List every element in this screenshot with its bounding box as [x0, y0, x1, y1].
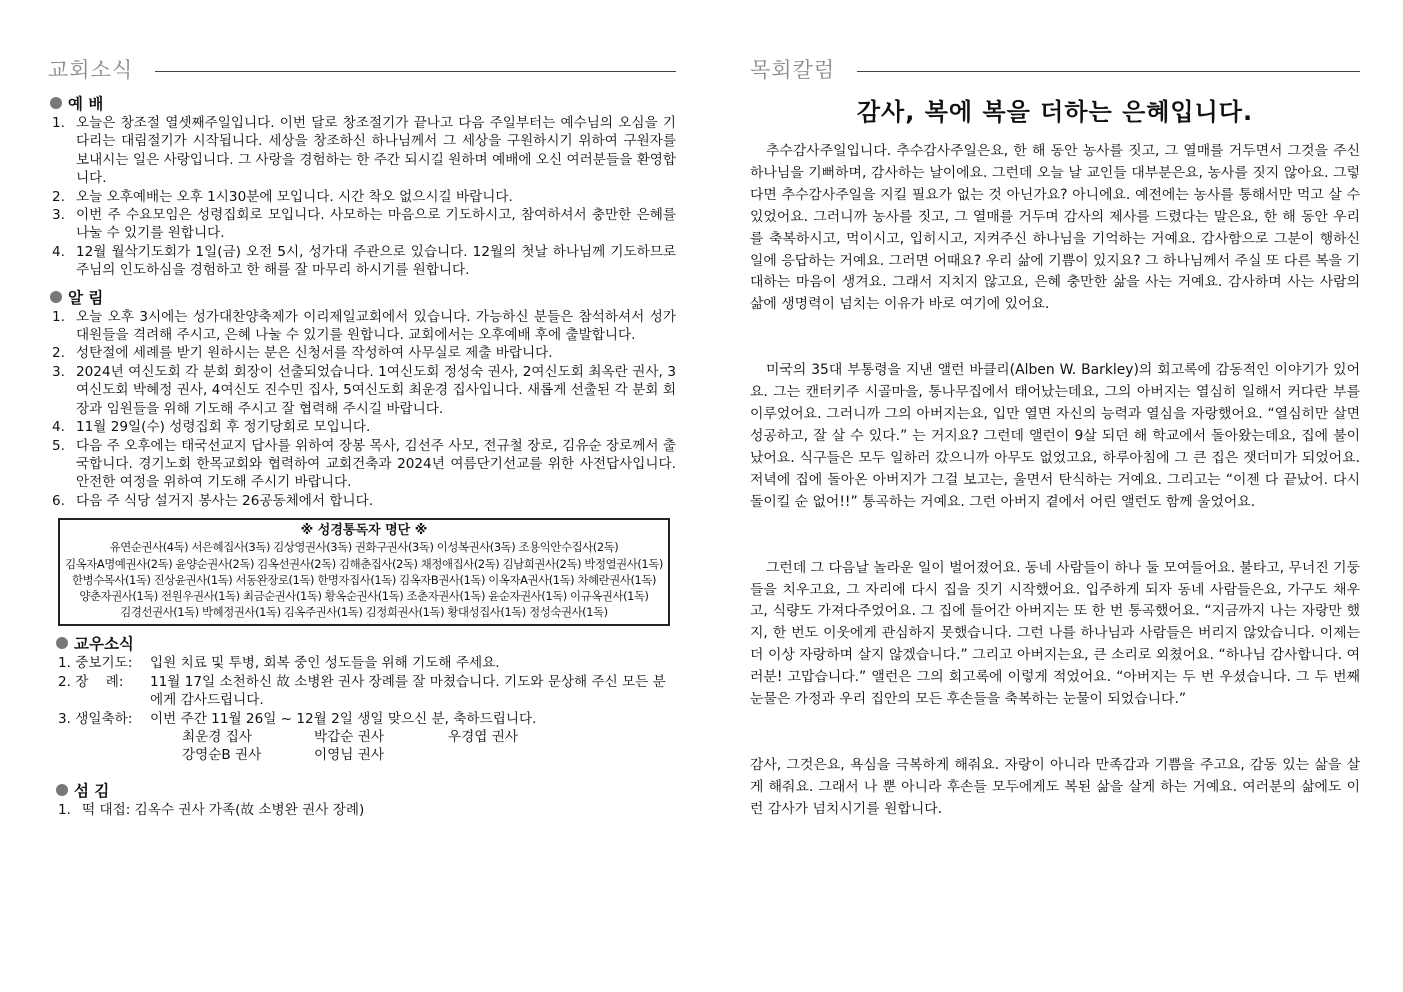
list-item: [48, 492, 676, 510]
item-text: 11월 29일(수) 성령집회 후 정기당회로 모입니다.: [76, 419, 371, 436]
church-news-column: [48, 52, 676, 819]
header-rule: [857, 71, 1360, 72]
birthday-name: 우경엽 권사: [448, 728, 518, 745]
item-text: 다음 주 오후에는 태국선교지 답사를 위하여 장봉 목사, 김선주 사모, 전규철 장로, 김유순 장로께서 출국합니다. 경기노회 한목교회와 협력하여 교회건축과 2024년 여름단기선교를 위한 사전답사입니다. 안전한 여정을 위하여 기도해 주시기 바랍니다.: [76, 437, 676, 491]
list-item: [48, 344, 676, 362]
worship-title: 예 배: [68, 95, 104, 113]
members-list: [54, 654, 676, 764]
item-number: 1.: [58, 801, 71, 818]
item-text: 다음 주 식당 설거지 봉사는 26공동체에서 합니다.: [76, 492, 374, 509]
bullet-dot-icon: [50, 291, 62, 303]
list-item: [48, 363, 676, 418]
notice-heading: [48, 286, 676, 308]
row-key: 2. 장 례:: [58, 673, 124, 690]
members-heading: [54, 632, 676, 654]
item-number: 5.: [52, 437, 65, 454]
members-title: 교우소식: [74, 635, 134, 654]
member-row: [54, 673, 676, 710]
readers-line: 양춘자권사(1독) 전원우권사(1독) 최금순권사(1독) 황옥순권사(1독) 조춘자권사(1독) 윤순자권사(1독) 이규옥권사(1독): [79, 588, 649, 603]
bullet-dot-icon: [56, 784, 68, 796]
readers-line: 김경선권사(1독) 박혜정권사(1독) 김옥주권사(1독) 김정희권사(1독) 황대성집사(1독) 정성숙권사(1독): [120, 605, 608, 620]
bullet-dot-icon: [50, 97, 62, 109]
item-number: 3.: [52, 363, 65, 380]
row-key: 1. 중보기도:: [58, 655, 133, 672]
item-number: 4.: [52, 419, 65, 436]
item-text: 오늘 오후 3시에는 성가대찬양축제가 이리제일교회에서 있습니다. 가능하신 분들은 참석하셔서 성가대원들을 격려해 주시고, 은혜 나눌 수 있기를 원합니다. 교회에서는 오후예배 후에 출발합니다.: [76, 308, 676, 344]
item-number: 1.: [52, 115, 65, 131]
column-headline: 감사, 복에 복을 더하는 은혜입니다.: [856, 98, 1254, 126]
item-text: 12월 월삭기도회가 1일(금) 오전 5시, 성가대 주관으로 있습니다. 12월의 첫날 하나님께 기도하므로 주님의 인도하심을 경험하고 한 해를 잘 마무리 하시기를 원합니다.: [76, 243, 676, 279]
item-text: 떡 대접: 김옥수 권사 가족(故 소병완 권사 장례): [82, 801, 365, 818]
column-paragraph: 추수감사주일입니다. 추수감사주일은요, 한 해 동안 농사를 짓고, 그 열매를 거두면서 그것을 주신 하나님을 기뻐하며, 감사하는 날이에요. 그런데 오늘 날 교인들 대부분은요, 농사를 짓지 않아요. 그렇다면 추수감사주일을 지킬 필요가 없는 것 아닌가요? 아니에요. 예전에는 농사를 통해서만 먹고 살 수 있었어요. 그러니까 농사를 짓고, 그 열매를 거두며 감사의 제사를 드렸다는 말은요, 한 해 동안 우리를 축복하시고, 먹이시고, 입히시고, 지켜주신 하나님을 기억하는 거예요. 감사함으로 그분이 행하신 일에 응답하는 거예요. 그러면 어때요? 우리 삶에 기쁨이 있지요? 그 하나님께서 주실 또 다른 복을 기대하는 마음이 생겨요. 그래서 지치지 않고요, 은혜 충만한 삶을 사는 거예요. 감사하며 사는 사람의 삶에 생명력이 넘치는 이유가 바로 여기에 있어요.: [750, 143, 1360, 313]
item-number: 1.: [52, 308, 65, 325]
bullet-dot-icon: [56, 637, 68, 649]
item-text: 오늘은 창조절 열셋째주일입니다. 이번 달로 창조절기가 끝나고 다음 주일부터는 예수님의 오심을 기다리는 대림절기가 시작됩니다. 세상을 창조하신 하나님께서 그 세상을 구원하시기 위하여 구원자를 보내시는 일은 사랑입니다. 그 사랑을 경험하는 한 주간 되시길 원하며 예배에 오신 여러분들을 환영합니다.: [76, 115, 676, 187]
service-heading: [54, 779, 676, 801]
readers-line: 유연순권사(4독) 서은혜집사(3독) 김상영권사(3독) 권화구권사(3독) 이성복권사(3독) 조용익안수집사(2독): [109, 540, 619, 555]
column-paragraph: 그런데 그 다음날 놀라운 일이 벌어졌어요. 동네 사람들이 하나 둘 모여들어요. 불타고, 무너진 기둥들을 치우고요, 그 자리에 다시 집을 짓기 시작했어요. 입주하게 되자 동네 사람들은요, 가구도 채우고, 식량도 가져다주었어요. 그 집에 들어간 아버지는 또 한 번 통곡했어요. “지금까지 나는 자랑만 했지, 한 번도 이웃에게 관심하지 못했습니다. 그런 나를 하나님과 사람들은 버리지 않았습니다. 이제는 더 이상 자랑하며 살지 않겠습니다.” 그리고 아버지는요, 큰 소리로 외쳤어요. “하나님 감사합니다. 여러분! 고맙습니다.” 앨런은 그의 회고록에 이렇게 적었어요. “아버지는 두 번 우셨습니다. 그 두 번째 눈물은 가정과 우리 집안의 모든 후손들을 축복하는 눈물이 되었습니다.”: [750, 559, 1360, 708]
list-item: [48, 308, 676, 345]
worship-heading: [48, 92, 676, 114]
item-number: 6.: [52, 492, 65, 509]
paragraph-gap: [750, 711, 1360, 755]
readers-line: 김옥자A명예권사(2독) 윤양순권사(2독) 김옥선권사(2독) 김해춘집사(2독) 채정애집사(2독) 김남희권사(2독) 박정열권사(1독): [65, 556, 663, 571]
list-item: [48, 114, 676, 188]
church-news-title: 교회소식: [48, 58, 134, 82]
list-item: [48, 188, 676, 206]
item-text: 오늘 오후예배는 오후 1시30분에 모입니다. 시간 착오 없으시길 바랍니다.: [76, 188, 513, 205]
bible-readers-box: [58, 518, 670, 626]
pastor-column-header: [750, 52, 1360, 86]
notice-list: [48, 308, 676, 510]
column-paragraph: 미국의 35대 부통령을 지낸 앨런 바클리(Alben W. Barkley)의 회고록에 감동적인 이야기가 있어요. 그는 캔터키주 시골마을, 통나무집에서 태어났는데요, 그의 아버지는 열심히 일해서 커다란 부를 이루었어요. 그러니까 그의 아버지는요, 입만 열면 자신의 능력과 열심을 자랑했어요. “열심히만 살면 성공하고, 잘 살 수 있다.” 는 거지요? 그런데 앨런이 9살 되던 해 학교에서 돌아왔는데요, 집에 불이 났어요. 식구들은 모두 일하러 갔으니까 아무도 없었고요, 하루아침에 그 큰 집은 잿더미가 되었어요. 저녁에 집에 돌아온 아버지가 그걸 보고는, 울면서 탄식하는 거예요. 그리고는 “이젠 다 끝났어. 다시 돌이킬 순 없어!!” 통곡하는 거예요. 그런 아버지 곁에서 어린 앨런도 함께 울었어요.: [750, 362, 1360, 510]
item-number: 2.: [52, 188, 65, 205]
birthday-name: 최운경 집사: [182, 728, 252, 745]
pastor-column-title: 목회칼럼: [750, 58, 836, 82]
notice-title: 알 림: [68, 288, 104, 307]
church-news-header: [48, 52, 676, 86]
member-row: [54, 710, 676, 728]
item-text: 성탄절에 세례를 받기 원하시는 분은 신청서를 작성하여 사무실로 제출 바랍니다.: [76, 345, 553, 362]
list-item: [48, 243, 676, 280]
row-value: 이번 주간 11월 26일 ~ 12월 2일 생일 맞으신 분, 축하드립니다.: [150, 710, 537, 727]
row-value: 입원 치료 및 투병, 회복 중인 성도들을 위해 기도해 주세요.: [150, 655, 500, 672]
paragraph-gap: [750, 514, 1360, 558]
row-key: 3. 생일축하:: [58, 710, 133, 727]
bible-readers-title: ※ 성경통독자 명단 ※: [300, 523, 428, 539]
birthday-name: 박갑순 권사: [314, 728, 384, 745]
row-value: 11월 17일 소천하신 故 소병완 권사 장례를 잘 마쳤습니다. 기도와 문상해 주신 모든 분에게 감사드립니다.: [150, 673, 666, 709]
list-item: [48, 437, 676, 492]
member-row: [54, 654, 676, 672]
item-text: 2024년 여신도회 각 분회 회장이 선출되었습니다. 1여신도회 정성숙 권사, 2여신도회 최옥란 권사, 3여신도회 박혜정 권사, 4여신도 진수민 집사, 5여신도회 최운경 집사입니다. 새롭게 선출된 각 분회 회장과 임원들을 위해 기도해 주시고 잘 협력해 주시길 바랍니다.: [76, 363, 676, 417]
item-number: 2.: [52, 345, 65, 362]
service-row: [54, 801, 676, 819]
birthday-name: 이영님 권사: [314, 747, 384, 764]
worship-list: [48, 114, 676, 280]
item-number: 4.: [52, 243, 65, 260]
item-text: 이번 주 수요모임은 성령집회로 모입니다. 사모하는 마음으로 기도하시고, 참여하셔서 충만한 은혜를 나눌 수 있기를 원합니다.: [76, 207, 676, 242]
item-number: 3.: [52, 207, 65, 224]
list-item: [48, 206, 676, 243]
column-paragraph: 감사, 그것은요, 욕심을 극복하게 해줘요. 자랑이 아니라 만족감과 기쁨을 주고요, 감동 있는 삶을 살게 해줘요. 그래서 나 뿐 아니라 후손들 모두에게도 복된 삶을 살게 하는 거예요. 여러분의 삶에도 이런 감사가 넘치시기를 원합니다.: [750, 756, 1360, 817]
list-item: [48, 418, 676, 436]
paragraph-gap: [750, 316, 1360, 360]
birthday-names: [54, 728, 676, 765]
service-title: 섬 김: [74, 781, 110, 800]
pastor-column: [750, 52, 1360, 821]
birthday-name: 강영순B 권사: [182, 747, 262, 764]
readers-line: 한병수목사(1독) 진상윤권사(1독) 서동완장로(1독) 한명자집사(1독) 김옥자B권사(1독) 이옥자A권사(1독) 차혜란권사(1독): [71, 572, 657, 587]
header-rule: [155, 71, 676, 72]
